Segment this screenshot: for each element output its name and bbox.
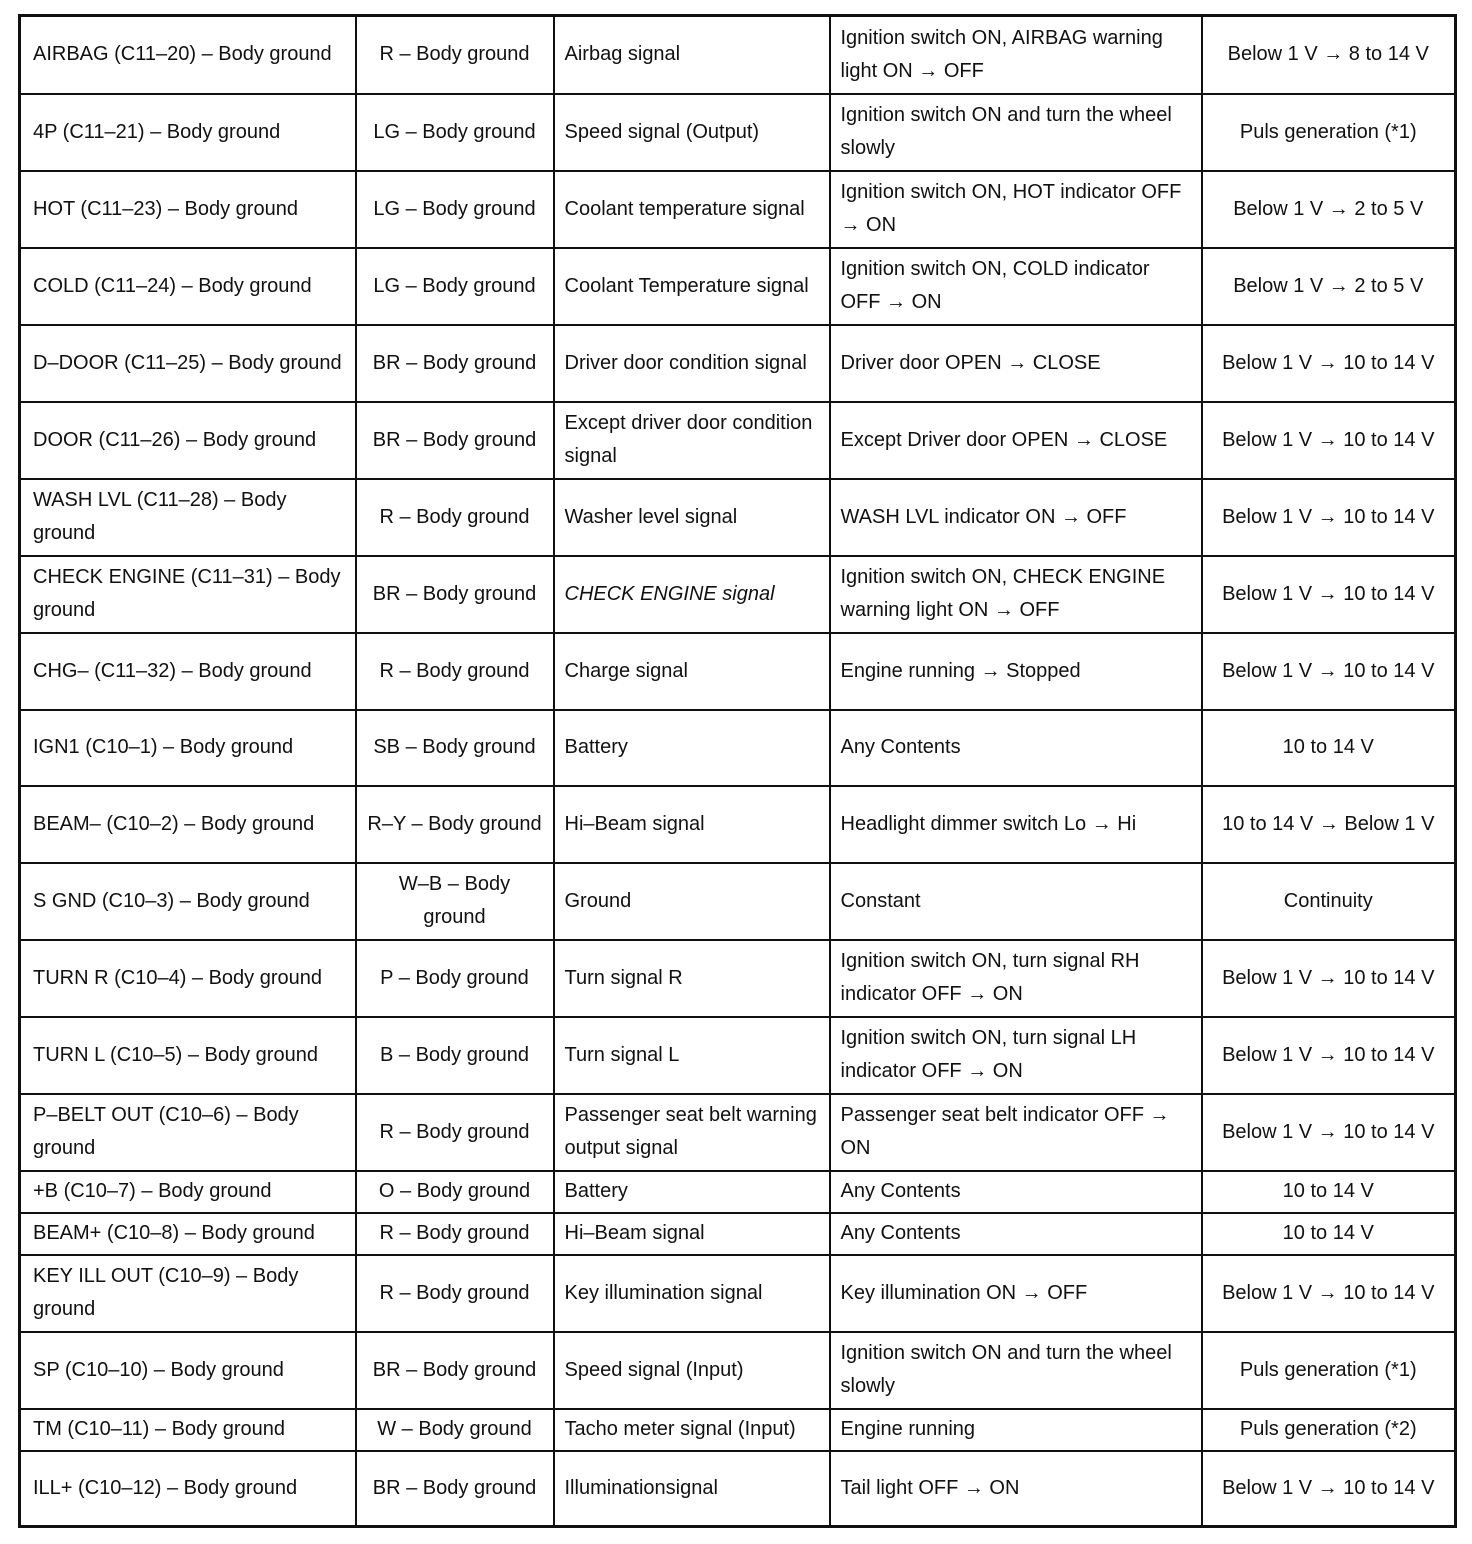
description-cell: Speed signal (Input)	[554, 1332, 830, 1409]
description-cell: Coolant temperature signal	[554, 171, 830, 248]
specified-condition-cell: Below 1 V → 10 to 14 V	[1202, 556, 1456, 633]
terminal-cell: S GND (C10–3) – Body ground	[20, 863, 356, 940]
specified-condition-cell: Below 1 V → 10 to 14 V	[1202, 1451, 1456, 1527]
terminal-cell: CHG– (C11–32) – Body ground	[20, 633, 356, 710]
description-cell: Ground	[554, 863, 830, 940]
wiring-color-cell: SB – Body ground	[356, 710, 554, 786]
terminal-cell: TURN L (C10–5) – Body ground	[20, 1017, 356, 1094]
description-cell: Illuminationsignal	[554, 1451, 830, 1527]
description-cell: Airbag signal	[554, 16, 830, 94]
terminal-cell: SP (C10–10) – Body ground	[20, 1332, 356, 1409]
wiring-color-cell: R – Body ground	[356, 633, 554, 710]
condition-cell: Any Contents	[830, 1213, 1202, 1255]
wiring-color-cell: R–Y – Body ground	[356, 786, 554, 863]
description-cell: Tacho meter signal (Input)	[554, 1409, 830, 1451]
wiring-color-cell: LG – Body ground	[356, 171, 554, 248]
description-cell: Hi–Beam signal	[554, 1213, 830, 1255]
condition-cell: Ignition switch ON, turn signal LH indicator OFF → ON	[830, 1017, 1202, 1094]
condition-cell: WASH LVL indicator ON → OFF	[830, 479, 1202, 556]
description-cell: Passenger seat belt warning output signal	[554, 1094, 830, 1171]
condition-cell: Any Contents	[830, 710, 1202, 786]
condition-cell: Ignition switch ON, CHECK ENGINE warning light ON → OFF	[830, 556, 1202, 633]
wiring-color-cell: LG – Body ground	[356, 94, 554, 171]
specified-condition-cell: Below 1 V → 10 to 14 V	[1202, 633, 1456, 710]
specified-condition-cell: Below 1 V → 2 to 5 V	[1202, 171, 1456, 248]
terminal-cell: D–DOOR (C11–25) – Body ground	[20, 325, 356, 402]
condition-cell: Ignition switch ON and turn the wheel slowly	[830, 1332, 1202, 1409]
condition-cell: Except Driver door OPEN → CLOSE	[830, 402, 1202, 479]
table-row	[20, 16, 1456, 94]
wiring-color-cell: P – Body ground	[356, 940, 554, 1017]
description-cell: Washer level signal	[554, 479, 830, 556]
condition-cell: Any Contents	[830, 1171, 1202, 1213]
wiring-color-cell: O – Body ground	[356, 1171, 554, 1213]
table-row	[20, 1255, 1456, 1332]
specified-condition-cell: Below 1 V → 10 to 14 V	[1202, 325, 1456, 402]
table-row	[20, 479, 1456, 556]
specified-condition-cell: Below 1 V → 10 to 14 V	[1202, 479, 1456, 556]
wiring-color-cell: B – Body ground	[356, 1017, 554, 1094]
condition-cell: Driver door OPEN → CLOSE	[830, 325, 1202, 402]
wiring-color-cell: BR – Body ground	[356, 402, 554, 479]
table-row	[20, 248, 1456, 325]
condition-cell: Passenger seat belt indicator OFF → ON	[830, 1094, 1202, 1171]
terminal-cell: WASH LVL (C11–28) – Body ground	[20, 479, 356, 556]
description-cell: Turn signal R	[554, 940, 830, 1017]
description-cell: Turn signal L	[554, 1017, 830, 1094]
wiring-color-cell: R – Body ground	[356, 1213, 554, 1255]
condition-cell: Headlight dimmer switch Lo → Hi	[830, 786, 1202, 863]
specified-condition-cell: 10 to 14 V	[1202, 1171, 1456, 1213]
specified-condition-cell: Continuity	[1202, 863, 1456, 940]
description-cell: Charge signal	[554, 633, 830, 710]
table-row	[20, 556, 1456, 633]
table-body	[20, 16, 1456, 1527]
terminal-cell: 4P (C11–21) – Body ground	[20, 94, 356, 171]
terminal-cell: HOT (C11–23) – Body ground	[20, 171, 356, 248]
table-row	[20, 171, 1456, 248]
specified-condition-cell: Below 1 V → 10 to 14 V	[1202, 1017, 1456, 1094]
wiring-color-cell: BR – Body ground	[356, 325, 554, 402]
specified-condition-cell: Puls generation (*1)	[1202, 1332, 1456, 1409]
condition-cell: Ignition switch ON, HOT indicator OFF → ON	[830, 171, 1202, 248]
description-cell: CHECK ENGINE signal	[554, 556, 830, 633]
table-row	[20, 1171, 1456, 1213]
wiring-color-cell: BR – Body ground	[356, 556, 554, 633]
wiring-color-cell: BR – Body ground	[356, 1451, 554, 1527]
description-cell: Battery	[554, 710, 830, 786]
table-row	[20, 402, 1456, 479]
description-cell: Key illumination signal	[554, 1255, 830, 1332]
table-row	[20, 325, 1456, 402]
description-cell: Hi–Beam signal	[554, 786, 830, 863]
table-row	[20, 633, 1456, 710]
condition-cell: Ignition switch ON, AIRBAG warning light ON → OFF	[830, 16, 1202, 94]
terminal-cell: IGN1 (C10–1) – Body ground	[20, 710, 356, 786]
table-row	[20, 94, 1456, 171]
specified-condition-cell: 10 to 14 V	[1202, 710, 1456, 786]
table-row	[20, 1409, 1456, 1451]
terminal-spec-table	[18, 14, 1457, 1528]
condition-cell: Ignition switch ON and turn the wheel slowly	[830, 94, 1202, 171]
table-row	[20, 1017, 1456, 1094]
condition-cell: Constant	[830, 863, 1202, 940]
terminal-cell: P–BELT OUT (C10–6) – Body ground	[20, 1094, 356, 1171]
terminal-cell: AIRBAG (C11–20) – Body ground	[20, 16, 356, 94]
specified-condition-cell: Below 1 V → 8 to 14 V	[1202, 16, 1456, 94]
table-row	[20, 786, 1456, 863]
condition-cell: Ignition switch ON, turn signal RH indicator OFF → ON	[830, 940, 1202, 1017]
wiring-color-cell: R – Body ground	[356, 1255, 554, 1332]
specified-condition-cell: Below 1 V → 2 to 5 V	[1202, 248, 1456, 325]
table-row	[20, 1332, 1456, 1409]
condition-cell: Ignition switch ON, COLD indicator OFF → ON	[830, 248, 1202, 325]
table-row	[20, 1094, 1456, 1171]
specified-condition-cell: Puls generation (*1)	[1202, 94, 1456, 171]
terminal-cell: +B (C10–7) – Body ground	[20, 1171, 356, 1213]
terminal-cell: BEAM– (C10–2) – Body ground	[20, 786, 356, 863]
terminal-cell: ILL+ (C10–12) – Body ground	[20, 1451, 356, 1527]
description-cell: Coolant Temperature signal	[554, 248, 830, 325]
description-cell: Speed signal (Output)	[554, 94, 830, 171]
terminal-cell: BEAM+ (C10–8) – Body ground	[20, 1213, 356, 1255]
specified-condition-cell: Below 1 V → 10 to 14 V	[1202, 940, 1456, 1017]
specified-condition-cell: Below 1 V → 10 to 14 V	[1202, 1255, 1456, 1332]
description-cell: Driver door condition signal	[554, 325, 830, 402]
specified-condition-cell: 10 to 14 V	[1202, 1213, 1456, 1255]
wiring-color-cell: R – Body ground	[356, 1094, 554, 1171]
terminal-cell: CHECK ENGINE (C11–31) – Body ground	[20, 556, 356, 633]
table-row	[20, 863, 1456, 940]
terminal-cell: DOOR (C11–26) – Body ground	[20, 402, 356, 479]
table-row	[20, 710, 1456, 786]
table-row	[20, 1213, 1456, 1255]
terminal-cell: TM (C10–11) – Body ground	[20, 1409, 356, 1451]
description-cell: Battery	[554, 1171, 830, 1213]
wiring-color-cell: LG – Body ground	[356, 248, 554, 325]
wiring-color-cell: R – Body ground	[356, 479, 554, 556]
condition-cell: Tail light OFF → ON	[830, 1451, 1202, 1527]
specified-condition-cell: Puls generation (*2)	[1202, 1409, 1456, 1451]
condition-cell: Engine running → Stopped	[830, 633, 1202, 710]
terminal-cell: COLD (C11–24) – Body ground	[20, 248, 356, 325]
table-row	[20, 940, 1456, 1017]
specified-condition-cell: Below 1 V → 10 to 14 V	[1202, 402, 1456, 479]
specified-condition-cell: 10 to 14 V → Below 1 V	[1202, 786, 1456, 863]
wiring-color-cell: W – Body ground	[356, 1409, 554, 1451]
wiring-color-cell: W–B – Body ground	[356, 863, 554, 940]
terminal-cell: TURN R (C10–4) – Body ground	[20, 940, 356, 1017]
wiring-color-cell: R – Body ground	[356, 16, 554, 94]
table-row	[20, 1451, 1456, 1527]
terminal-cell: KEY ILL OUT (C10–9) – Body ground	[20, 1255, 356, 1332]
wiring-color-cell: BR – Body ground	[356, 1332, 554, 1409]
specified-condition-cell: Below 1 V → 10 to 14 V	[1202, 1094, 1456, 1171]
description-cell: Except driver door condition signal	[554, 402, 830, 479]
condition-cell: Engine running	[830, 1409, 1202, 1451]
condition-cell: Key illumination ON → OFF	[830, 1255, 1202, 1332]
